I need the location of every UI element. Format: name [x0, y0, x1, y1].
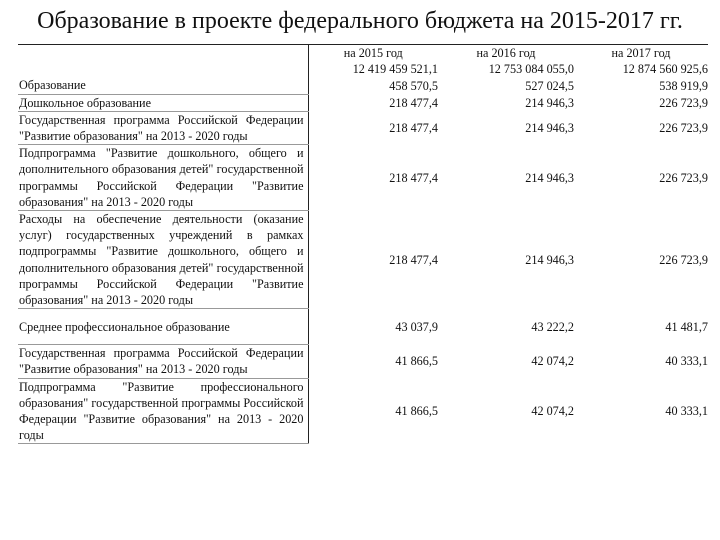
table-row: [18, 309, 708, 345]
value-2016: 214 946,3: [525, 252, 574, 267]
header-row: [18, 45, 708, 62]
row-label: Дошкольное образование: [18, 94, 308, 111]
value-2016: 214 946,3: [525, 95, 574, 110]
column-header-2015: на 2015 год: [308, 45, 438, 62]
row-label: Государственная программа Российской Федерации "Развитие образования" на 2013 - 2020 годы: [18, 111, 308, 144]
totals-row: [18, 61, 708, 77]
table-row: [18, 145, 708, 211]
row-label: Подпрограмма "Развитие дошкольного, общего и дополнительного образования детей" государственной программы Российской Федерации "Развитие образования" на 2013 - 2020 годы: [18, 145, 308, 211]
value-2016: 42 074,2: [531, 354, 574, 369]
table-row: [18, 345, 708, 378]
row-label: Подпрограмма "Развитие профессионального образования" государственной программы Российской Федерации "Развитие образования" на 2013 - 2020 годы: [18, 378, 308, 444]
row-label: Образование: [18, 77, 308, 94]
budget-table: [18, 44, 708, 444]
value-2016: 43 222,2: [531, 319, 574, 334]
value-2017: 226 723,9: [659, 252, 708, 267]
row-label: Государственная программа Российской Федерации "Развитие образования" на 2013 - 2020 годы: [18, 345, 308, 378]
total-2015: 12 419 459 521,1: [352, 62, 438, 77]
value-2017: 538 919,9: [659, 78, 708, 93]
value-2017: 226 723,9: [659, 170, 708, 185]
column-header-2017: на 2017 год: [574, 45, 708, 62]
value-2015: 218 477,4: [389, 95, 438, 110]
table-row: [18, 211, 708, 309]
value-2015: 458 570,5: [389, 78, 438, 93]
value-2016: 214 946,3: [525, 120, 574, 135]
value-2016: 42 074,2: [531, 403, 574, 418]
table-row: [18, 111, 708, 144]
value-2017: 226 723,9: [659, 95, 708, 110]
value-2015: 218 477,4: [389, 120, 438, 135]
page-title: Образование в проекте федерального бюджета на 2015-2017 гг.: [37, 8, 683, 34]
totals-label-cell: [18, 61, 308, 77]
value-2015: 41 866,5: [395, 403, 438, 418]
value-2017: 226 723,9: [659, 120, 708, 135]
row-label: Среднее профессиональное образование: [18, 309, 308, 345]
value-2016: 527 024,5: [525, 78, 574, 93]
value-2017: 40 333,1: [665, 354, 708, 369]
header-label-cell: [18, 45, 308, 62]
column-header-2016: на 2016 год: [438, 45, 574, 62]
value-2015: 41 866,5: [395, 354, 438, 369]
row-label: Расходы на обеспечение деятельности (оказание услуг) государственных учреждений в рамках подпрограммы "Развитие дошкольного, общего и дополнительного образования детей" государственной программы Российской Федерации "Развитие образования" на 2013 - 2020 годы: [18, 211, 308, 309]
table-row: [18, 378, 708, 444]
total-2016: 12 753 084 055,0: [488, 62, 574, 77]
value-2015: 43 037,9: [395, 319, 438, 334]
value-2015: 218 477,4: [389, 170, 438, 185]
table-row: [18, 77, 708, 94]
table-row: [18, 94, 708, 111]
value-2016: 214 946,3: [525, 170, 574, 185]
value-2017: 40 333,1: [665, 403, 708, 418]
value-2015: 218 477,4: [389, 252, 438, 267]
total-2017: 12 874 560 925,6: [622, 62, 708, 77]
value-2017: 41 481,7: [665, 319, 708, 334]
